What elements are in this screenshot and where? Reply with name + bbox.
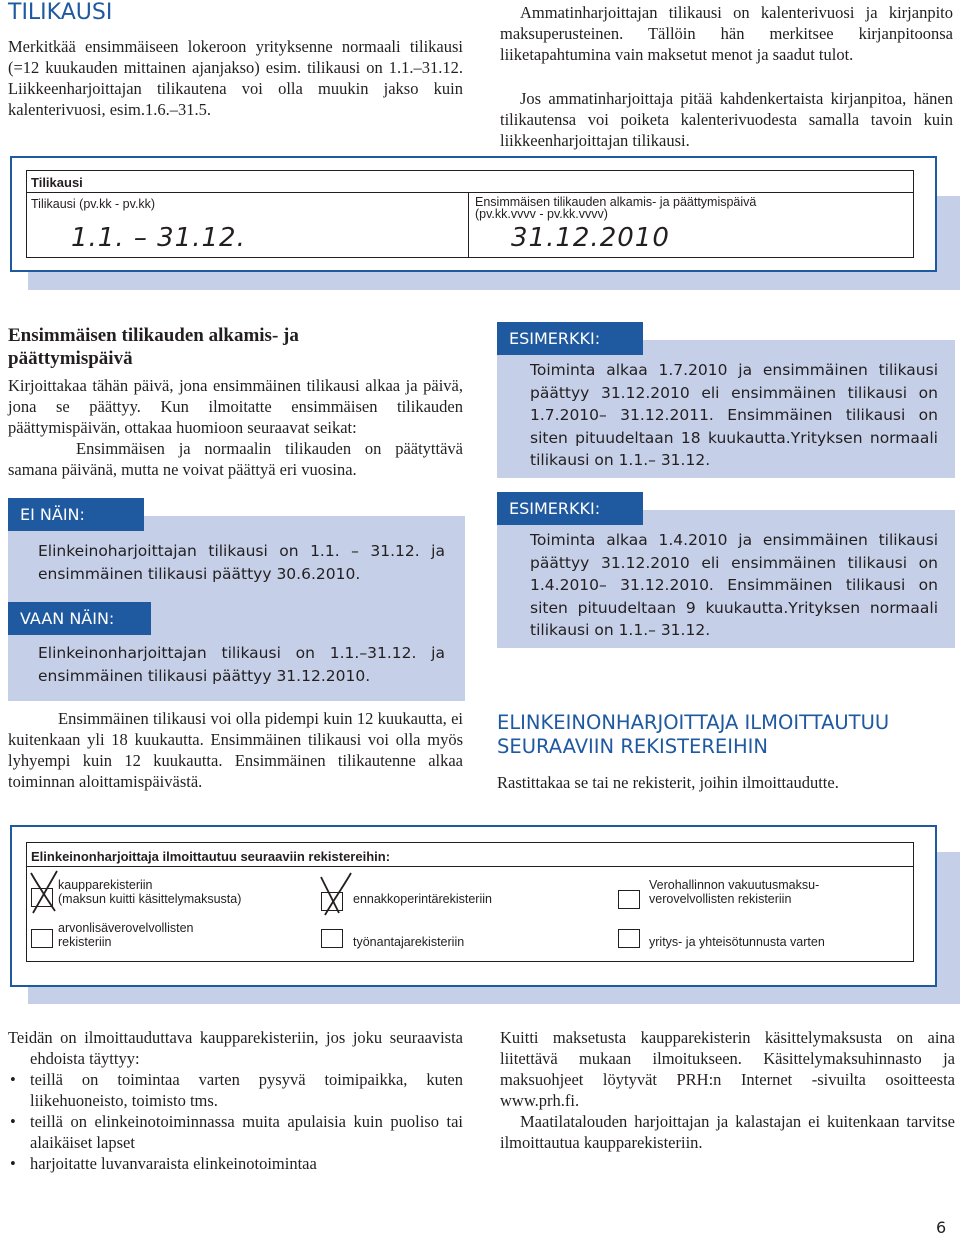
bottom-right-para2: Maatilatalouden harjoittajan ja kalastajan ei kuitenkaan tarvitse ilmoittautua kaupparekisteriin. bbox=[500, 1112, 955, 1152]
length-note: Ensimmäinen tilikausi voi olla pidempi kuin 12 kuukautta, ei kuitenkaan yli 18 kuukautta. Ensimmäinen tilikausi voi olla myös lyhyempi kuin 12 kuukautta. Ensimmäinen tilikautenne alkaa toiminnan aloittamispäivästä. bbox=[8, 709, 463, 791]
form1-inner bbox=[26, 170, 914, 258]
ytunnus-label bbox=[649, 921, 825, 949]
first-period-field-format: (pv.kk.vvvv - pv.kk.vvvv) bbox=[475, 207, 608, 221]
bottom-left-intro: Teidän on ilmoittauduttava kaupparekisteriin, jos joku seuraavista ehdoista täyttyy: bbox=[8, 1028, 463, 1068]
bottom-left-block bbox=[8, 1027, 463, 1174]
registers-heading-line1: ELINKEINONHARJOITTAJA ILMOITTAUTUU bbox=[497, 711, 890, 734]
ennakkoperinta-label bbox=[353, 878, 492, 906]
tyonantaja-label bbox=[353, 921, 464, 949]
tilikausi-para1: Ammatinharjoittajan tilikausi on kalenterivuosi ja kirjanpito maksuperusteinen. Tällöin hän merkitsee kirjanpitoonsa liiketapahtumina vain maksetut menot ja saadut tulot. bbox=[500, 3, 953, 64]
tyonantaja-label-line1 bbox=[353, 921, 464, 935]
tyonantaja-label-line2: työnantajarekisteriin bbox=[353, 935, 465, 949]
first-period-heading bbox=[8, 324, 299, 370]
esimerkki2-text: Toiminta alkaa 1.4.2010 ja ensimmäinen tilikausi päättyy 31.12.2010 eli ensimmäinen tilikausi on 1.4.2010– 31.12.2010. Ensimmäinen tilikausi on siten pituudeltaan 9 kuukautta.Yrityksen normaali tilikausi on 1.1.– 31.12. bbox=[530, 531, 938, 639]
first-period-text: Kirjoittakaa tähän päivä, jona ensimmäinen tilikausi alkaa ja päivä, jona se päättyy. Kun ilmoitatte ensimmäisen tilikauden päättymispäivän, ottakaa huomioon seuraavat seikat: bbox=[8, 376, 463, 437]
esimerkki2-label: ESIMERKKI: bbox=[497, 492, 643, 525]
first-period-text2: Ensimmäisen ja normaalin tilikauden on päätyttävä samana päivänä, mutta ne voivat päättyä eri vuosina. bbox=[8, 439, 463, 479]
tilikausi-para2: Jos ammatinharjoittaja pitää kahdenkertaista kirjanpitoa, hänen tilikautensa voi poiketa kalenterivuodesta samalla tavoin kuin liikkeenharjoittajan tilikausi. bbox=[500, 89, 953, 150]
form1-divider bbox=[468, 192, 469, 257]
condition-item: • teillä on toimintaa varten pysyvä toimipaikka, kuten liikehuoneisto, toimisto tms. bbox=[30, 1069, 463, 1111]
first-period-field-value[interactable]: 31.12.2010 bbox=[511, 223, 670, 253]
vakuutusmaksu-label-line1: Verohallinnon vakuutusmaksu- bbox=[649, 878, 820, 892]
ei-nain-label: EI NÄIN: bbox=[8, 498, 144, 531]
page-number: 6 bbox=[936, 1218, 947, 1237]
ytunnus-label-line2: yritys- ja yhteisötunnusta varten bbox=[649, 935, 825, 949]
ennakkoperinta-check-mark bbox=[315, 871, 357, 917]
form1-title-rule bbox=[27, 192, 913, 193]
form2-title: Elinkeinonharjoittaja ilmoittautuu seuraaviin rekistereihin: bbox=[31, 849, 391, 864]
kaupparekisteri-label-line2: (maksun kuitti käsittelymaksusta) bbox=[58, 892, 242, 906]
form2-title-rule bbox=[27, 866, 913, 867]
vakuutusmaksu-label-line2: verovelvollisten rekisteriin bbox=[649, 892, 792, 906]
arvonlisavero-label-line2: rekisteriin bbox=[58, 935, 112, 949]
kaupparekisteri-label bbox=[58, 878, 241, 906]
form2-inner bbox=[26, 842, 914, 962]
first-period-field-label: Ensimmäisen tilikauden alkamis- ja päättymispäivä bbox=[475, 195, 757, 209]
condition-item: • harjoitatte luvanvaraista elinkeinotoimintaa bbox=[30, 1153, 463, 1174]
tilikausi-intro: Merkitkää ensimmäiseen lokeroon yrityksenne normaali tilikausi (=12 kuukauden mittainen ajanjakso) esim. tilikausi on 1.1.–31.12. Liikkeenharjoittajan tilikautena voi olla muukin jakso kuin kalenterivuosi, esim.1.6.–31.5. bbox=[8, 37, 463, 119]
vakuutusmaksu-checkbox[interactable] bbox=[618, 890, 640, 909]
first-period-heading-line1: Ensimmäisen tilikauden alkamis- ja bbox=[8, 325, 299, 346]
registers-heading-line2: SEURAAVIIN REKISTEREIHIN bbox=[497, 735, 768, 758]
registers-text: Rastittakaa se tai ne rekisterit, joihin ilmoittaudutte. bbox=[497, 773, 839, 792]
arvonlisavero-checkbox[interactable] bbox=[31, 929, 53, 948]
ennakkoperinta-label-line2: ennakkoperintärekisteriin bbox=[353, 892, 492, 906]
condition-item: • teillä on elinkeinotoiminnassa muita apulaisia kuin puoliso tai alaikäiset lapset bbox=[30, 1111, 463, 1153]
esimerkki1-label: ESIMERKKI: bbox=[497, 322, 643, 355]
tyonantaja-checkbox[interactable] bbox=[321, 929, 343, 948]
form1-title: Tilikausi bbox=[31, 175, 83, 190]
tilikausi-field-value[interactable]: 1.1. – 31.12. bbox=[71, 223, 246, 253]
ytunnus-label-line1 bbox=[649, 921, 825, 935]
registers-heading bbox=[497, 711, 889, 759]
first-period-heading-line2: päättymispäivä bbox=[8, 348, 133, 369]
ei-nain-text: Elinkeinoharjoittajan tilikausi on 1.1. – 31.12. ja ensimmäinen tilikausi päättyy 30.6.2010. bbox=[38, 542, 445, 583]
vaan-nain-label: VAAN NÄIN: bbox=[8, 602, 151, 635]
tilikausi-field-label: Tilikausi (pv.kk - pv.kk) bbox=[31, 197, 156, 211]
esimerkki1-text: Toiminta alkaa 1.7.2010 ja ensimmäinen tilikausi päättyy 31.12.2010 eli ensimmäinen tilikausi on 1.7.2010– 31.12.2011. Ensimmäinen tilikausi on siten pituudeltaan 18 kuukautta.Yrityksen normaali tilikausi on 1.1.– 31.12. bbox=[530, 361, 938, 469]
bottom-right-para1: Kuitti maksetusta kaupparekisterin käsittelymaksusta on aina liitettävä mukaan ilmoitukseen. Käsittelymaksuhinnasto ja maksuohjeet löytyvät PRH:n Internet -sivuilta osoitteesta www.prh.fi. bbox=[500, 1028, 955, 1110]
bottom-right-block bbox=[500, 1027, 955, 1153]
arvonlisavero-label-line1: arvonlisäverovelvollisten bbox=[58, 921, 194, 935]
vaan-nain-text: Elinkeinonharjoittajan tilikausi on 1.1.–31.12. ja ensimmäinen tilikausi päättyy 31.12.2010. bbox=[38, 644, 445, 685]
vakuutusmaksu-label bbox=[649, 878, 819, 906]
ytunnus-checkbox[interactable] bbox=[618, 929, 640, 948]
kaupparekisteri-conditions-list bbox=[8, 1069, 463, 1174]
kaupparekisteri-label-line1: kaupparekisteriin bbox=[58, 878, 153, 892]
arvonlisavero-label bbox=[58, 921, 193, 949]
tilikausi-heading: TILIKAUSI bbox=[8, 0, 113, 25]
ennakkoperinta-label-line1 bbox=[353, 878, 492, 892]
